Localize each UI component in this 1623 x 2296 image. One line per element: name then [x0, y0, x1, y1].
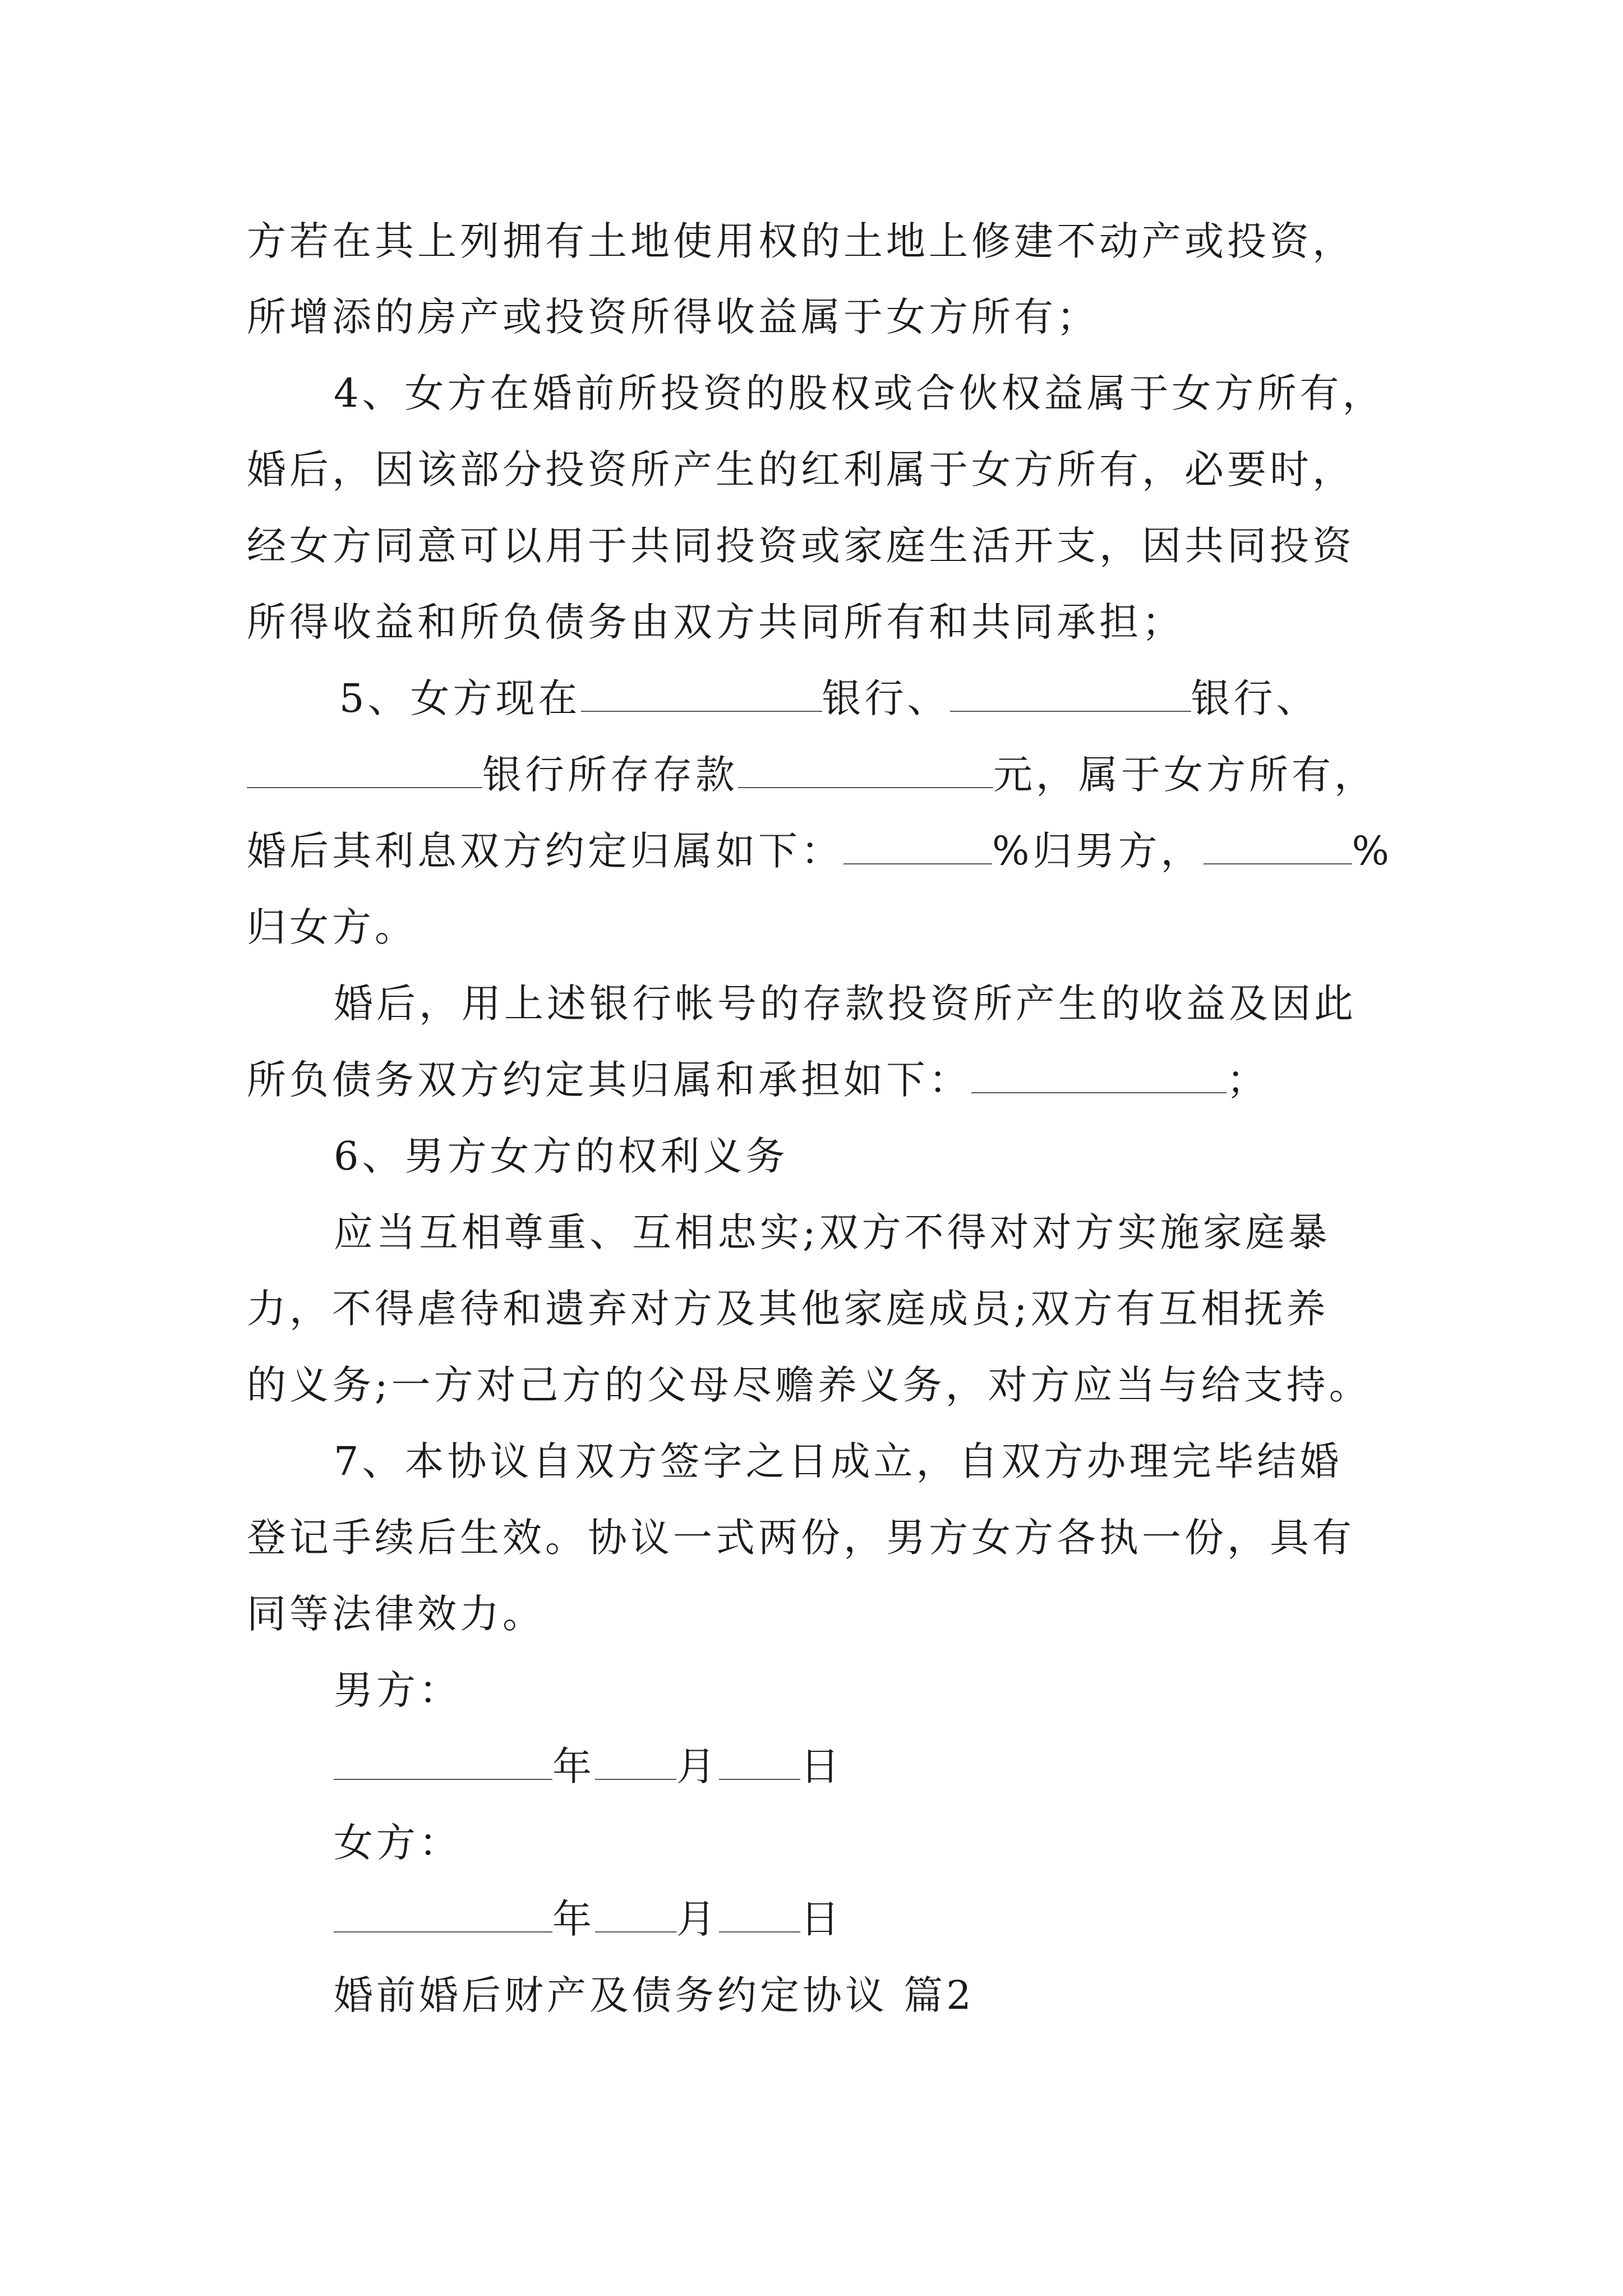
text-segment: %归男方，	[992, 828, 1204, 874]
text-line: 应当互相尊重、互相忠实;双方不得对对方实施家庭暴	[334, 1209, 1331, 1255]
female-party-label: 女方：	[334, 1820, 462, 1866]
text-segment: 所负债务双方约定其归属和承担如下：	[247, 1057, 971, 1103]
text-line-deposit	[247, 744, 1377, 806]
male-party-label: 男方：	[334, 1667, 462, 1713]
male-sign-date	[334, 1736, 843, 1797]
text-segment: 5、女方现在	[339, 675, 581, 721]
female-sign-day-blank[interactable]	[719, 1897, 800, 1932]
text-line: 的义务;一方对己方的父母尽赡养义务，对方应当与给支持。	[247, 1362, 1372, 1408]
female-sign-month-blank[interactable]	[595, 1897, 676, 1932]
female-sign-date	[334, 1888, 843, 1950]
text-line: 婚后，用上述银行帐号的存款投资所产生的收益及因此	[334, 981, 1357, 1027]
month-label: 月	[676, 1896, 719, 1942]
text-line-debt	[247, 1049, 1269, 1111]
text-line: 婚后，因该部分投资所产生的红利属于女方所有，必要时，	[247, 447, 1355, 493]
section-title: 婚前婚后财产及债务约定协议 篇2	[334, 1972, 975, 2018]
text-line-bank	[339, 668, 1319, 729]
text-line: 力，不得虐待和遗弃对方及其他家庭成员;双方有互相抚养	[247, 1286, 1329, 1332]
month-label: 月	[676, 1743, 719, 1789]
text-segment: 银行所存存款	[482, 752, 738, 798]
male-sign-month-blank[interactable]	[595, 1744, 676, 1780]
day-label: 日	[800, 1896, 843, 1942]
text-segment: 银行、	[1191, 675, 1319, 721]
text-line: 所得收益和所负债务由双方共同所有和共同承担；	[247, 599, 1184, 645]
bank-name-blank-3[interactable]	[247, 752, 482, 788]
female-percent-blank[interactable]	[1204, 829, 1352, 864]
debt-terms-blank[interactable]	[971, 1057, 1227, 1093]
year-label: 年	[552, 1743, 595, 1789]
section-heading: 6、男方女方的权利义务	[334, 1133, 789, 1179]
text-segment: 银行、	[822, 675, 950, 721]
text-line: 经女方同意可以用于共同投资或家庭生活开支，因共同投资	[247, 523, 1355, 569]
text-segment: %	[1352, 828, 1393, 874]
text-line-interest	[247, 820, 1393, 882]
deposit-amount-blank[interactable]	[738, 752, 993, 788]
text-segment: 元，属于女方所有，	[993, 752, 1377, 798]
text-line: 同等法律效力。	[247, 1591, 545, 1637]
bank-name-blank-2[interactable]	[950, 676, 1191, 712]
male-sign-year-blank[interactable]	[334, 1744, 552, 1780]
text-line: 登记手续后生效。协议一式两份，男方女方各执一份，具有	[247, 1515, 1355, 1561]
text-line: 归女方。	[247, 904, 417, 950]
text-line: 4、女方在婚前所投资的股权或合伙权益属于女方所有，	[334, 370, 1385, 416]
text-line: 7、本协议自双方签字之日成立，自双方办理完毕结婚	[334, 1438, 1343, 1484]
text-segment: ；	[1227, 1057, 1269, 1103]
male-sign-day-blank[interactable]	[719, 1744, 800, 1780]
bank-name-blank-1[interactable]	[581, 676, 822, 712]
text-line: 方若在其上列拥有土地使用权的土地上修建不动产或投资，	[247, 218, 1355, 264]
day-label: 日	[800, 1743, 843, 1789]
text-segment: 婚后其利息双方约定归属如下：	[247, 828, 843, 874]
male-percent-blank[interactable]	[843, 829, 992, 864]
text-line: 所增添的房产或投资所得收益属于女方所有；	[247, 294, 1099, 340]
female-sign-year-blank[interactable]	[334, 1897, 552, 1932]
year-label: 年	[552, 1896, 595, 1942]
